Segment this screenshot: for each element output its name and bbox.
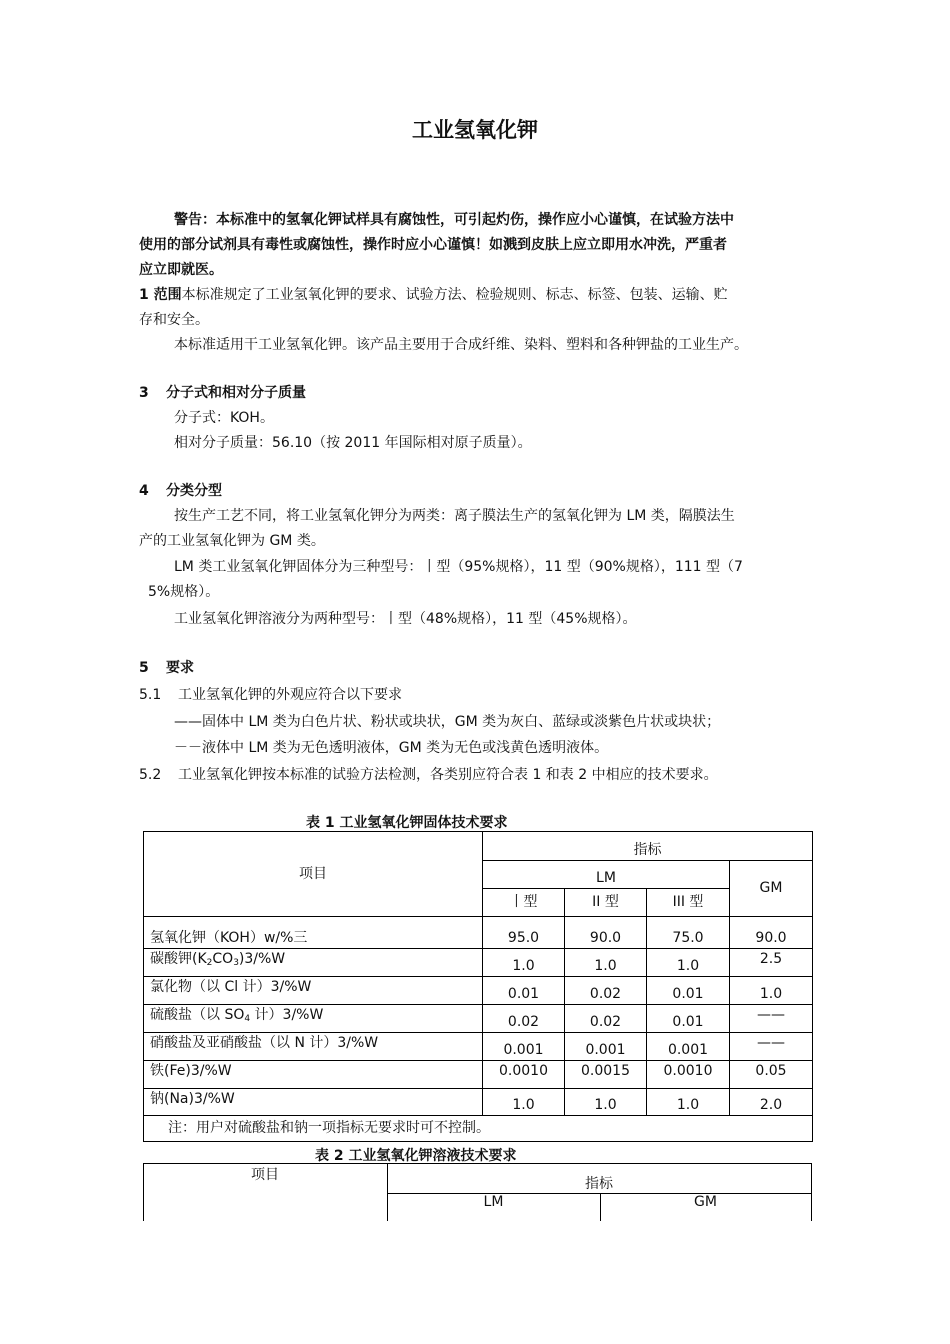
table-1-header-type-1: 丨型 <box>483 889 565 917</box>
section-4-p1-line-2: 产的工业氢氧化钾为 GM 类。 <box>139 533 325 549</box>
cell-type-1: 1.0 <box>483 949 565 977</box>
row-label-part: 碳酸钾(K <box>150 951 207 967</box>
warning-line-1: 警告：本标准中的氢氧化钾试样具有腐蚀性，可引起灼伤，操作应小心谨慎，在试验方法中 <box>174 212 734 228</box>
cell-gm: 2.5 <box>730 949 813 977</box>
table-row <box>144 917 813 949</box>
cell-type-1: 1.0 <box>483 1089 565 1116</box>
cell-type-2: 0.02 <box>565 1005 647 1033</box>
row-label-part: )3/%W <box>238 951 286 967</box>
cell-gm: 90.0 <box>730 917 813 949</box>
table-row <box>144 1005 813 1033</box>
section-3-heading: 分子式和相对分子质量 <box>166 385 306 401</box>
cell-type-2: 90.0 <box>565 917 647 949</box>
cell-gm: —— <box>730 1033 813 1061</box>
table-row <box>144 1089 813 1116</box>
row-label-part: 计）3/%W <box>250 1007 324 1023</box>
row-label: 氢氧化钾（KOH）w/%三 <box>144 917 483 949</box>
section-5-2-text: 工业氢氧化钾按本标准的试验方法检测，各类别应符合表 1 和表 2 中相应的技术要求。 <box>178 767 718 783</box>
section-1-line-1 <box>139 287 728 304</box>
table-1-header-type-3: III 型 <box>647 889 730 917</box>
section-4-p2-line-1: LM 类工业氢氧化钾固体分为三种型号：丨型（95%规格），11 型（90%规格），111 型（7 <box>174 559 743 575</box>
row-label: 氯化物（以 Cl 计）3/%W <box>144 977 483 1005</box>
section-4-number: 4 <box>139 483 149 499</box>
cell-type-3: 0.01 <box>647 977 730 1005</box>
cell-type-3: 1.0 <box>647 1089 730 1116</box>
cell-type-3: 75.0 <box>647 917 730 949</box>
warning-line-2: 使用的部分试剂具有毒性或腐蚀性，操作时应小心谨慎！如溅到皮肤上应立即用水冲洗，严重者 <box>139 237 727 253</box>
section-5-heading: 要求 <box>166 660 194 676</box>
cell-gm: 1.0 <box>730 977 813 1005</box>
cell-gm: 0.05 <box>730 1061 813 1089</box>
table-row <box>144 1061 813 1089</box>
section-4-p3: 工业氢氧化钾溶液分为两种型号：丨型（48%规格），11 型（45%规格）。 <box>174 611 637 627</box>
document-title: 工业氢氧化钾 <box>412 118 538 142</box>
table-2-header-item: 项目 <box>251 1167 279 1183</box>
table-row <box>144 977 813 1005</box>
table-row <box>144 1033 813 1061</box>
section-4-p1-line-1: 按生产工艺不同，将工业氢氧化钾分为两类：离子膜法生产的氢氧化钾为 LM 类，隔膜法生 <box>174 508 735 524</box>
table-row <box>144 949 813 977</box>
section-1-text: 本标准规定了工业氢氧化钾的要求、试验方法、检验规则、标志、标签、包装、运输、贮 <box>181 287 728 303</box>
section-3-molecular-mass: 相对分子质量：56.10（按 2011 年国际相对原子质量）。 <box>174 435 532 451</box>
row-label-part: CO <box>212 951 234 967</box>
table-2-right-border <box>811 1163 812 1221</box>
cell-type-2: 1.0 <box>565 1089 647 1116</box>
table-1-caption: 表 1 工业氢氧化钾固体技术要求 <box>306 815 508 831</box>
table-1 <box>143 831 813 1142</box>
table-1-header-indicator <box>483 832 813 861</box>
cell-type-3: 0.0010 <box>647 1061 730 1089</box>
table-1-note: 注：用户对硫酸盐和钠一项指标无要求时可不控制。 <box>144 1116 813 1142</box>
cell-type-1: 0.0010 <box>483 1061 565 1089</box>
row-label-subscript: 4 <box>244 1014 251 1024</box>
cell-type-1: 95.0 <box>483 917 565 949</box>
row-label: 钠(Na)3/%W <box>144 1089 483 1116</box>
section-5-number: 5 <box>139 660 149 676</box>
cell-type-3: 0.01 <box>647 1005 730 1033</box>
section-4-p2-line-2: 5%规格）。 <box>148 584 220 600</box>
appearance-item-2: －－液体中 LM 类为无色透明液体，GM 类为无色或浅黄色透明液体。 <box>174 740 609 756</box>
section-5-1-text: 工业氢氧化钾的外观应符合以下要求 <box>178 687 402 703</box>
table-2-caption: 表 2 工业氢氧化钾溶液技术要求 <box>315 1148 517 1164</box>
cell-type-1: 0.02 <box>483 1005 565 1033</box>
table-1-header-item-text: 项目 <box>299 865 327 882</box>
row-label-subscript: 3 <box>233 958 239 968</box>
row-label <box>144 949 483 977</box>
table-1-header-row-1 <box>144 832 813 861</box>
section-1-paragraph-2: 本标准适用干工业氢氧化钾。该产品主要用于合成纤维、染料、塑料和各种钾盐的工业生产。 <box>174 337 748 353</box>
table-2-header-indicator: 指标 <box>585 1176 613 1192</box>
cell-type-3: 1.0 <box>647 949 730 977</box>
cell-type-1: 0.001 <box>483 1033 565 1061</box>
section-1-line-2: 存和安全。 <box>139 312 209 328</box>
section-1-heading: 1 范围 <box>139 287 182 303</box>
cell-type-1: 0.01 <box>483 977 565 1005</box>
appearance-item-1: ——固体中 LM 类为白色片状、粉状或块状，GM 类为灰白、蓝绿或淡紫色片状或块状； <box>174 714 721 730</box>
row-label: 铁(Fe)3/%W <box>144 1061 483 1089</box>
table-1-header-lm <box>483 861 730 889</box>
cell-type-3: 0.001 <box>647 1033 730 1061</box>
table-1-header-item <box>144 832 483 917</box>
row-label: 硝酸盐及亚硝酸盐（以 N 计）3/%W <box>144 1033 483 1061</box>
cell-type-2: 0.02 <box>565 977 647 1005</box>
row-label-subscript: 2 <box>206 958 213 968</box>
cell-type-2: 1.0 <box>565 949 647 977</box>
section-3-formula: 分子式：KOH。 <box>174 410 274 426</box>
table-2-top-border <box>143 1163 812 1164</box>
table-1-note-row <box>144 1116 813 1142</box>
table-1-header-lm-text: LM <box>596 870 616 887</box>
section-5-2-number: 5.2 <box>139 767 162 783</box>
cell-type-2: 0.001 <box>565 1033 647 1061</box>
section-4-heading: 分类分型 <box>166 483 222 499</box>
warning-line-3: 应立即就医。 <box>139 262 223 278</box>
cell-gm: 2.0 <box>730 1089 813 1116</box>
table-2-header-gm: GM <box>694 1194 717 1210</box>
section-3-number: 3 <box>139 385 149 401</box>
table-1-header-gm <box>730 861 813 917</box>
row-label <box>144 1005 483 1033</box>
section-5-1-number: 5.1 <box>139 687 162 703</box>
table-1-header-type-2: II 型 <box>565 889 647 917</box>
cell-type-2: 0.0015 <box>565 1061 647 1089</box>
cell-gm: —— <box>730 1005 813 1033</box>
table-1-header-indicator-text: 指标 <box>633 842 662 859</box>
row-label-part: 硫酸盐（以 SO <box>150 1007 245 1023</box>
table-1-header-gm-text: GM <box>759 880 783 897</box>
table-2-header-lm: LM <box>483 1194 504 1210</box>
